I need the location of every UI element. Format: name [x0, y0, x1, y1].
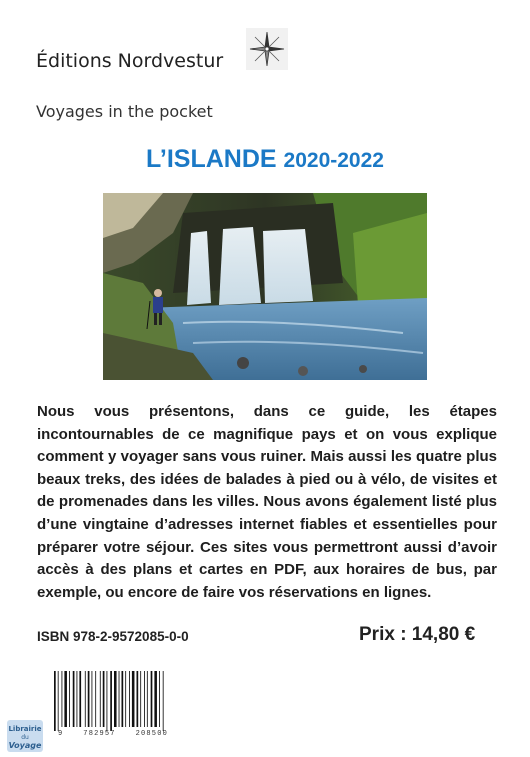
barcode-bar — [159, 671, 160, 727]
barcode-digit-prefix: 9 — [58, 730, 64, 738]
barcode-bar — [107, 671, 108, 731]
barcode-bar — [125, 671, 126, 727]
barcode-bar — [144, 671, 145, 727]
barcode-bar — [100, 671, 101, 727]
cover-photo — [103, 193, 427, 380]
barcode-bar — [64, 671, 67, 727]
barcode-bar — [88, 671, 90, 727]
barcode-bar — [58, 671, 59, 731]
barcode-number — [58, 730, 168, 738]
barcode-bar — [77, 671, 78, 727]
price-label: Prix : 14,80 € — [359, 624, 476, 645]
barcode-bar — [92, 671, 93, 727]
barcode-bar — [137, 671, 139, 727]
svg-text:Librairie: Librairie — [8, 725, 42, 733]
svg-text:du: du — [21, 734, 29, 741]
barcode-bar — [69, 671, 70, 727]
barcode-bar — [79, 671, 81, 727]
barcode-bar — [85, 671, 86, 727]
barcode-bar — [140, 671, 141, 727]
title-years: 2020-2022 — [283, 149, 384, 172]
barcode-bar — [151, 671, 153, 727]
barcode-digit-group-2: 208500 — [135, 730, 168, 738]
barcode-bar — [119, 671, 120, 727]
barcode-bar — [147, 671, 148, 727]
series-tagline: Voyages in the pocket — [36, 102, 213, 121]
barcode-bar — [103, 671, 105, 727]
description-paragraph: Nous vous présentons, dans ce guide, les étapes incontournables de ce magnifique pays et on vous explique comment y voyager sans vous ruiner. Mais aussi les quatre plus beaux treks, des idées de balades à pied ou à vélo, de visites et de promenades dans les villes. Nous avons également listé plus d’une vingtaine d’adresses internet fiables et essentielles pour préparer votre séjour. Ces sites vous permettront aussi d’avoir accès à des plans et cartes en PDF, aux horaires de bus, par exemple, ou encore de faire vos réservations en lignes. — [37, 403, 497, 601]
barcode-bar — [110, 671, 112, 731]
barcode-bar — [54, 671, 56, 731]
barcode-digit-group-1: 782957 — [83, 730, 116, 738]
barcode-bar — [114, 671, 117, 727]
bookstore-stamp-logo — [6, 718, 44, 754]
book-title — [0, 145, 530, 174]
barcode-bar — [163, 671, 164, 731]
title-main: L’ISLANDE — [146, 145, 277, 173]
barcode-bar — [122, 671, 124, 727]
barcode-bar — [132, 671, 135, 727]
barcode-bar — [62, 671, 63, 727]
barcode-bar — [73, 671, 75, 727]
barcode-bar — [154, 671, 157, 727]
barcode-bar — [95, 671, 96, 727]
isbn-label: ISBN 978-2-9572085-0-0 — [37, 629, 189, 644]
svg-text:Voyage: Voyage — [8, 741, 42, 750]
barcode-bar — [129, 671, 130, 727]
compass-rose-icon — [246, 28, 288, 70]
publisher-name: Éditions Nordvestur — [36, 50, 224, 72]
